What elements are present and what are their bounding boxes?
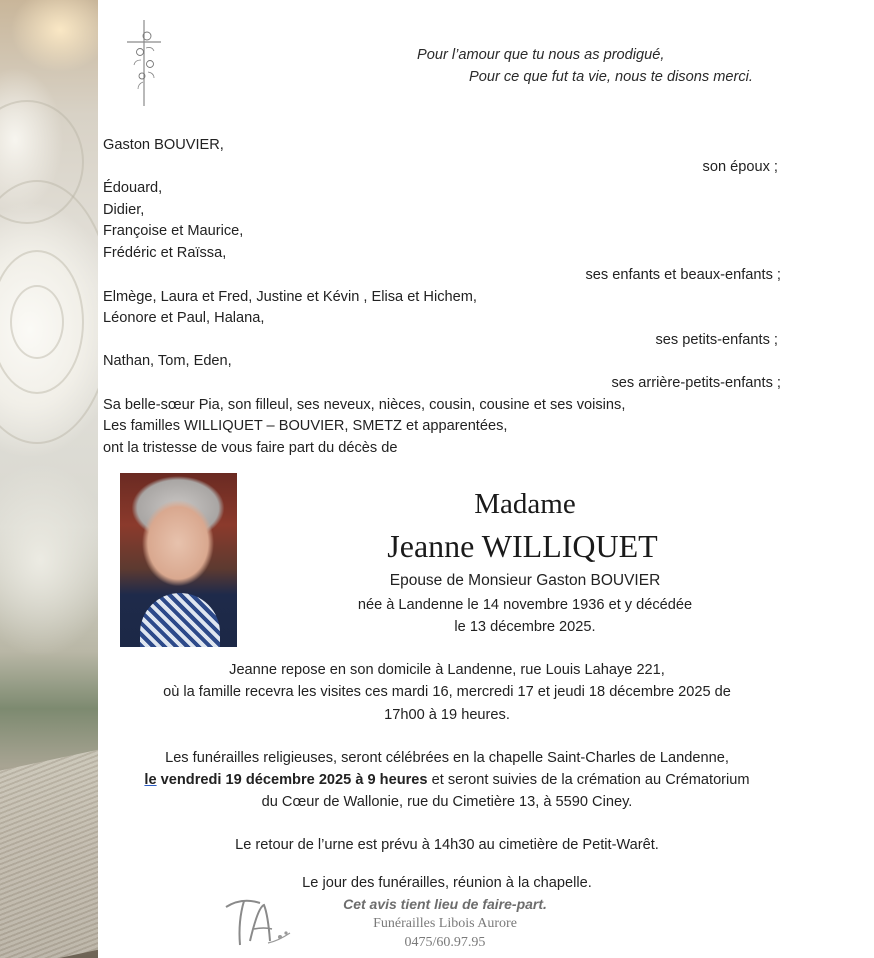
funeral-le: le <box>144 772 157 788</box>
rose-background-image <box>0 0 98 958</box>
grandchildren-role: ses petits-enfants ; <box>655 332 778 348</box>
deceased-title: Madame <box>474 488 576 520</box>
notice-line: Cet avis tient lieu de faire-part. <box>343 896 547 912</box>
child-1: Édouard, <box>103 180 163 196</box>
others-line-1: Sa belle-sœur Pia, son filleul, ses neveux, nièces, cousin, cousine et ses voisins, <box>103 397 626 413</box>
funeral-date: vendredi 19 décembre 2025 à 9 heures <box>156 772 428 788</box>
grandchildren-1: Elmège, Laura et Fred, Justine et Kévin , Elisa et Hichem, <box>103 289 477 305</box>
birth-line: née à Landenne le 14 novembre 1936 et y décédée <box>357 597 693 613</box>
funeral-line-1: Les funérailles religieuses, seront célébrées en la chapelle Saint-Charles de Landenne, <box>165 750 729 766</box>
others-line-3: ont la tristesse de vous faire part du décès de <box>103 440 398 456</box>
epigraph-line-2: Pour ce que fut ta vie, nous te disons merci. <box>469 69 753 85</box>
book-image <box>0 747 98 958</box>
deceased-name: Jeanne WILLIQUET <box>387 528 658 564</box>
grandchildren-2: Léonore et Paul, Halana, <box>103 310 265 326</box>
great-grandchildren: Nathan, Tom, Eden, <box>103 353 232 369</box>
visitation-line-2: où la famille recevra les visites ces mardi 16, mercredi 17 et jeudi 18 décembre 2025 de <box>163 684 731 700</box>
child-4: Frédéric et Raïssa, <box>103 245 227 261</box>
funeral-home-phone: 0475/60.97.95 <box>404 935 486 950</box>
portrait-photo <box>120 473 237 647</box>
child-3: Françoise et Maurice, <box>103 223 244 239</box>
great-grandchildren-role: ses arrière-petits-enfants ; <box>611 375 781 391</box>
funeral-cremation: et seront suivies de la crémation au Crématorium <box>427 772 750 788</box>
visitation-line-3: 17h00 à 19 heures. <box>384 707 510 723</box>
funeral-line-3: du Cœur de Wallonie, rue du Cimetière 13, à 5590 Ciney. <box>261 794 633 810</box>
cross-icon <box>124 18 164 108</box>
funeral-line-2 <box>100 772 794 788</box>
spouse-line: Epouse de Monsieur Gaston BOUVIER <box>389 572 661 589</box>
visitation-line-1: Jeanne repose en son domicile à Landenne, rue Louis Lahaye 221, <box>229 662 665 678</box>
funeral-home-name: Funérailles Libois Aurore <box>373 916 517 931</box>
epigraph-line-1: Pour l’amour que tu nous as prodigué, <box>417 47 665 63</box>
children-role: ses enfants et beaux-enfants ; <box>585 267 781 283</box>
reunion-line: Le jour des funérailles, réunion à la chapelle. <box>302 875 592 891</box>
urn-line: Le retour de l’urne est prévu à 14h30 au cimetière de Petit-Warêt. <box>235 837 659 853</box>
death-line: le 13 décembre 2025. <box>454 619 596 635</box>
spouse-name: Gaston BOUVIER, <box>103 137 224 153</box>
others-line-2: Les familles WILLIQUET – BOUVIER, SMETZ et apparentées, <box>103 418 508 434</box>
funeral-home-logo-icon <box>222 893 294 953</box>
child-2: Didier, <box>103 202 145 218</box>
spouse-role: son époux ; <box>702 159 778 175</box>
